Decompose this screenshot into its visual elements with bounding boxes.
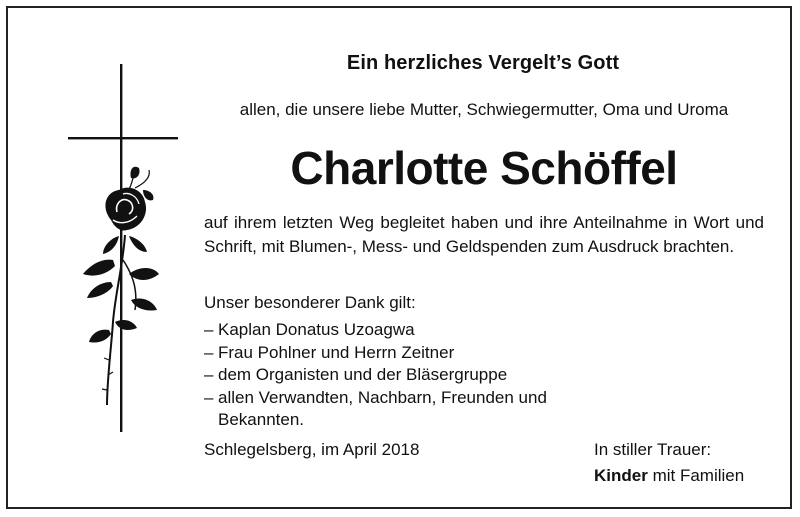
list-item bbox=[204, 342, 604, 365]
list-dash: – bbox=[204, 342, 214, 362]
special-thanks-list bbox=[204, 319, 604, 432]
obituary-card bbox=[6, 6, 792, 509]
list-item bbox=[204, 364, 604, 387]
list-dash: – bbox=[204, 320, 214, 339]
signature-bold: Kinder bbox=[594, 466, 648, 485]
thanks-paragraph: auf ihrem letzten Weg begleitet haben und ihre Anteilnahme in Wort und Schrift, mit Blumen-, Mess- und Geldspenden zum Ausdruck brachten. bbox=[204, 213, 764, 256]
list-item bbox=[204, 387, 558, 432]
list-dash: – bbox=[204, 387, 214, 407]
list-item bbox=[204, 319, 604, 342]
list-item-text: allen Verwandten, Nachbarn, Freunden und Bekannten. bbox=[218, 387, 547, 429]
list-dash: – bbox=[204, 365, 214, 384]
place-date: Schlegelsberg, im April 2018 bbox=[204, 440, 420, 459]
heading: Ein herzliches Vergelt’s Gott bbox=[346, 52, 620, 74]
special-thanks-title: Unser besonderer Dank gilt: bbox=[204, 293, 416, 312]
list-item-text: dem Organisten und der Bläsergruppe bbox=[218, 365, 508, 384]
signature bbox=[594, 466, 744, 486]
signature-rest: mit Familien bbox=[647, 466, 745, 485]
mourning-label: In stiller Trauer: bbox=[594, 440, 712, 459]
cross-with-rose-icon bbox=[63, 60, 188, 435]
deceased-name: Charlotte Schöffel bbox=[290, 142, 678, 194]
list-item-text: Kaplan Donatus Uzoagwa bbox=[218, 320, 415, 339]
list-item-text: Frau Pohlner und Herrn Zeitner bbox=[218, 342, 455, 362]
intro-line: allen, die unsere liebe Mutter, Schwiegermutter, Oma und Uroma bbox=[239, 100, 729, 119]
